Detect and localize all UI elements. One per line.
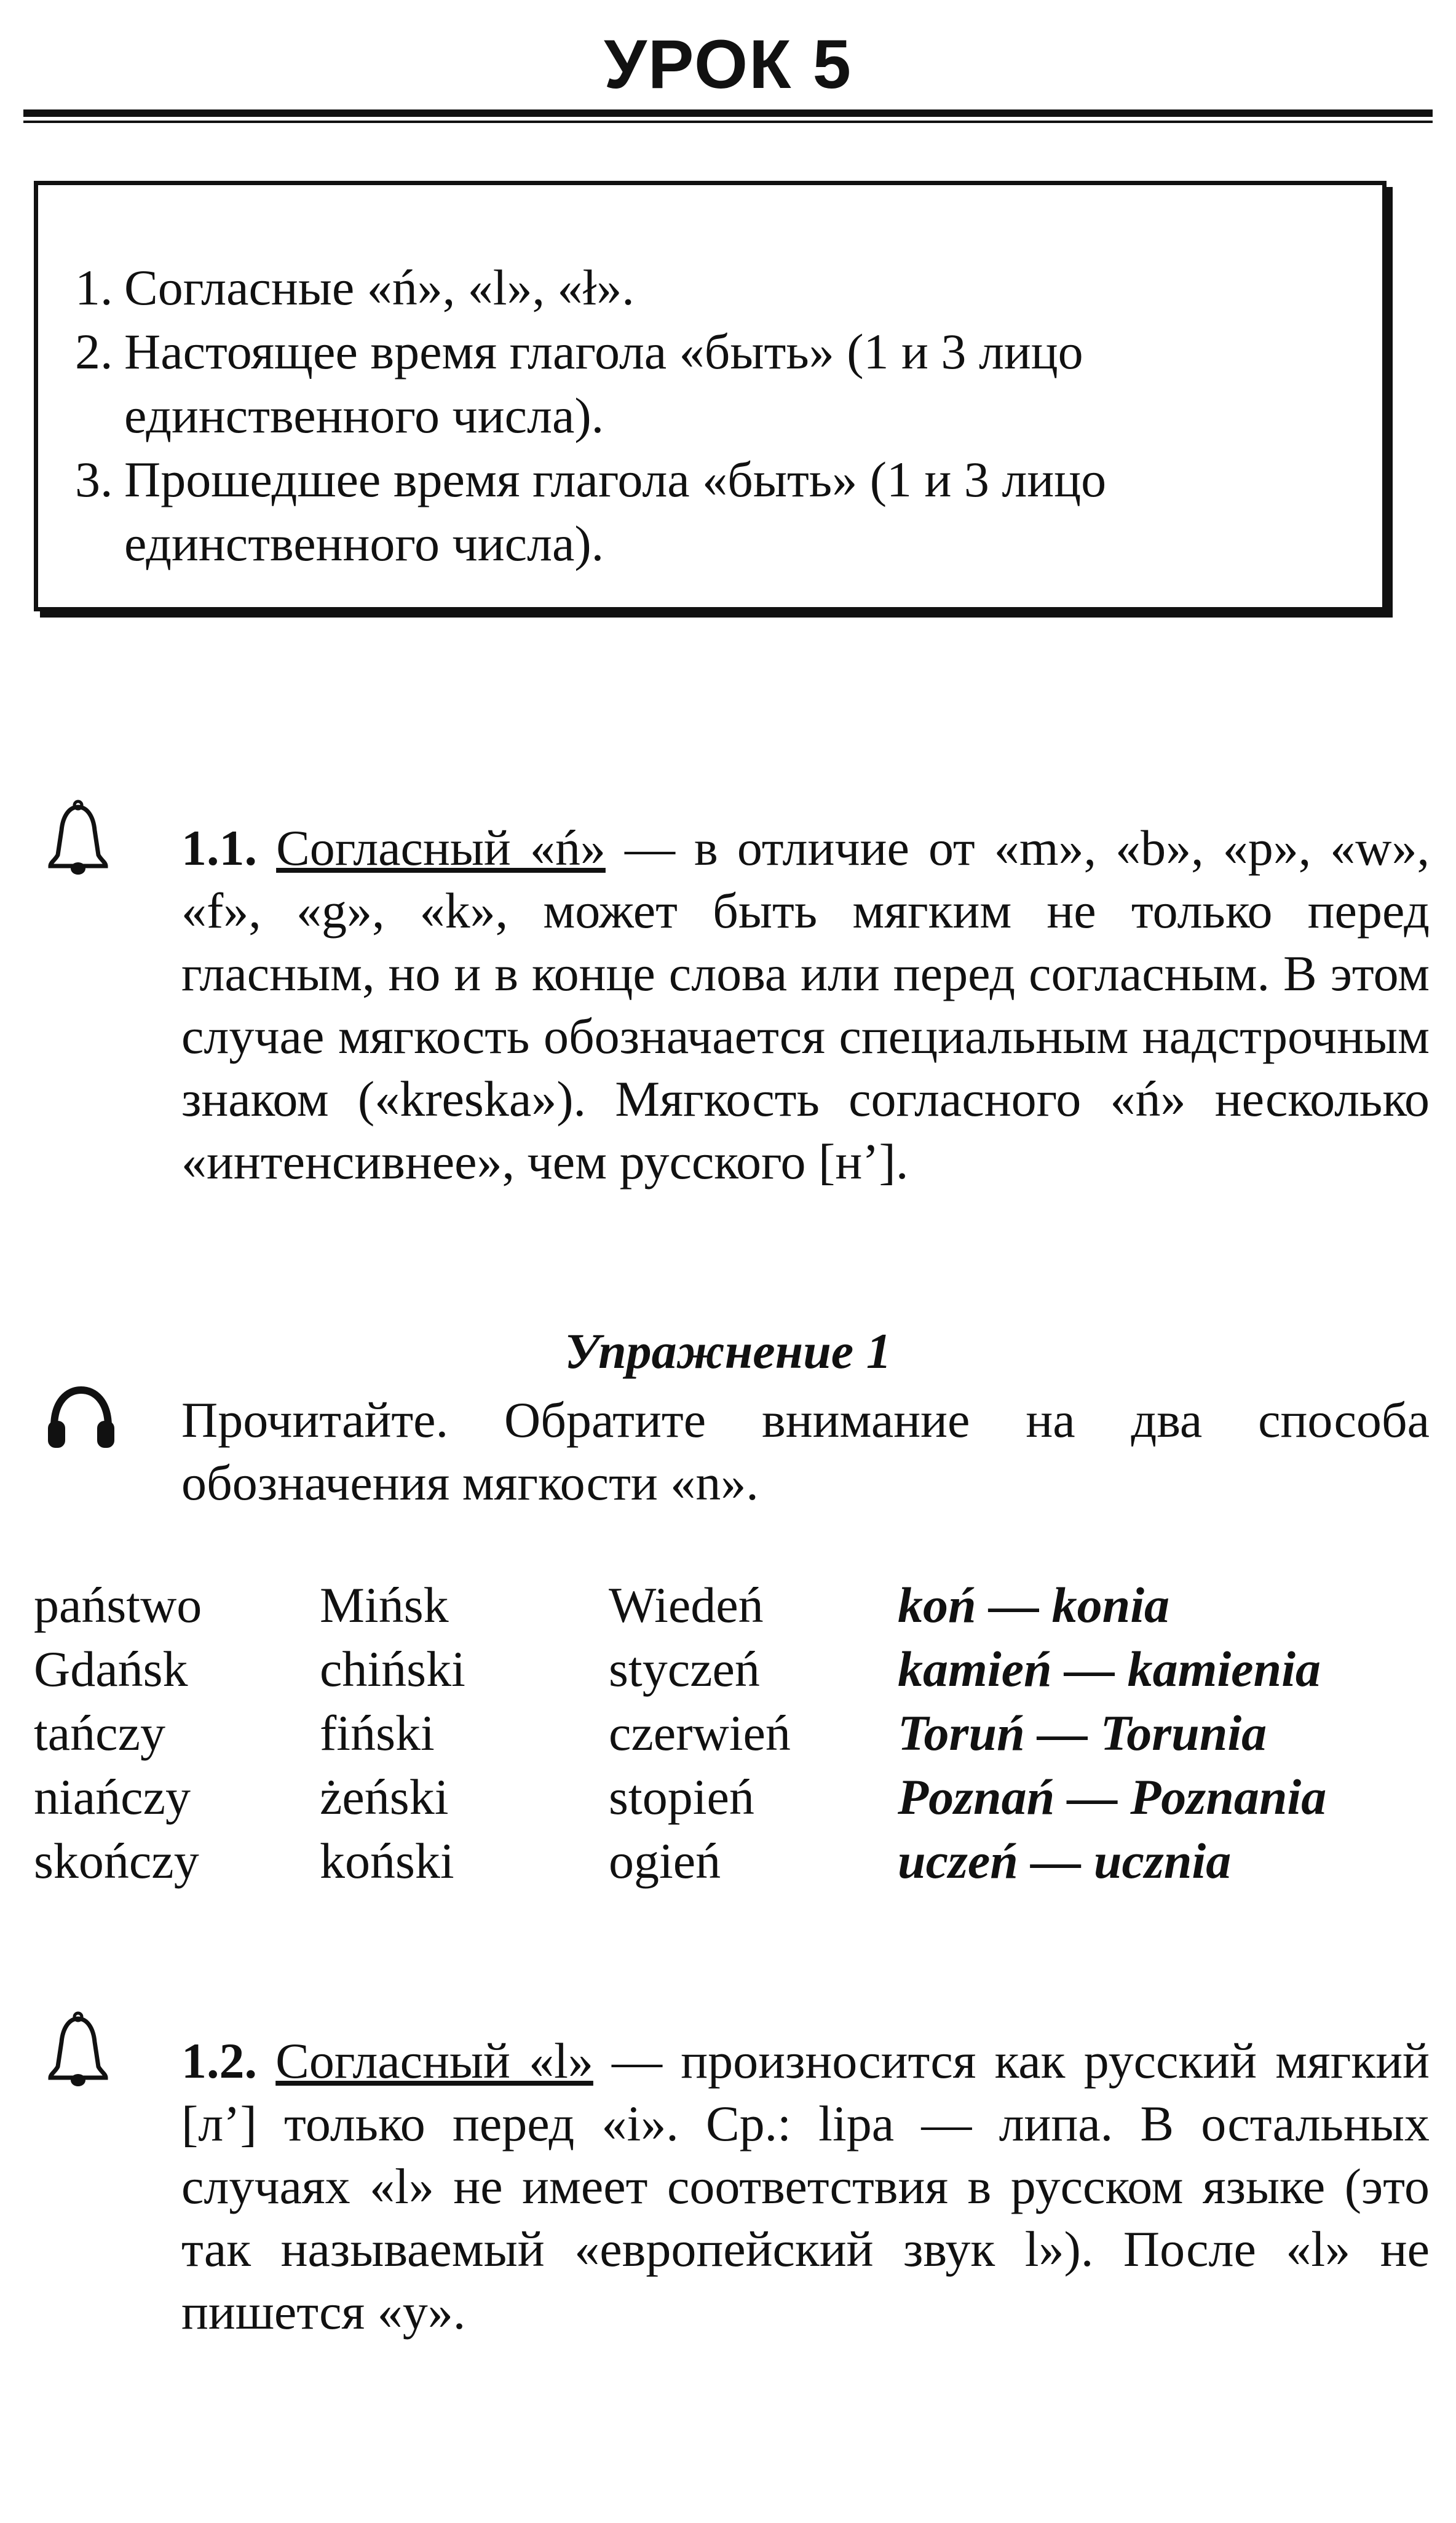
- word: Wiedeń: [609, 1577, 764, 1633]
- word: państwo: [34, 1577, 202, 1633]
- topic-number: 1.: [75, 260, 113, 316]
- topic-item: [75, 448, 1342, 576]
- word-pair: kamień — kamienia: [898, 1641, 1321, 1697]
- topic-item: [75, 320, 1342, 448]
- exercise-instruction: Прочитайте. Обратите внимание на два способа обозначения мягкости «n».: [181, 1392, 1430, 1511]
- word-pair: Poznań — Poznania: [898, 1769, 1327, 1825]
- topic-text: Согласные «ń», «l», «ł».: [124, 260, 635, 316]
- topic-text: Прошедшее время глагола «быть» (1 и 3 лицо единственного числа).: [124, 451, 1107, 571]
- section-heading: Согласный «l»: [275, 2033, 593, 2089]
- section-text: — произносится как русский мягкий [л’] только перед «i». Ср.: lipa — липа. В остальных случаях «l» не имеет соответствия в русском языке (это так называемый «европейский звук l»). После «l» не пишется «y».: [181, 2033, 1430, 2340]
- word-pair: koń — konia: [898, 1577, 1169, 1633]
- word-column-2: [320, 1573, 465, 1893]
- word-column-4: [898, 1573, 1326, 1893]
- word-column-1: [34, 1573, 202, 1893]
- page-title: УРОК 5: [604, 26, 852, 103]
- headphones-icon: [44, 1384, 118, 1452]
- word: czerwień: [609, 1705, 791, 1761]
- section-1-2: [181, 2030, 1430, 2343]
- word: koński: [320, 1833, 454, 1889]
- section-1-1: [181, 817, 1430, 1193]
- topic-number: 2.: [75, 324, 113, 379]
- title-rule-thin: [23, 121, 1433, 123]
- topic-text: Настоящее время глагола «быть» (1 и 3 лицо единственного числа).: [124, 324, 1083, 443]
- topic-item: [75, 256, 1342, 320]
- word-pair: Toruń — Torunia: [898, 1705, 1267, 1761]
- word: Gdańsk: [34, 1641, 188, 1697]
- word-column-3: [609, 1573, 791, 1893]
- word-pair: uczeń — ucznia: [898, 1833, 1232, 1889]
- word: tańczy: [34, 1705, 165, 1761]
- lesson-topics-box: [34, 181, 1387, 611]
- title-rule-thick: [23, 109, 1433, 117]
- section-text: — в отличие от «m», «b», «p», «w», «f», «g», «k», может быть мягким не только перед гласным, но и в конце слова или перед согласным. В этом случае мягкость обозначается специальным надстрочным знаком («kreska»). Мягкость согласного «ń» несколько «интенсивнее», чем русского [н’].: [181, 820, 1430, 1190]
- word: styczeń: [609, 1641, 760, 1697]
- bell-icon: [44, 800, 112, 880]
- word: niańczy: [34, 1769, 191, 1825]
- topics-list: [75, 256, 1342, 576]
- section-number: 1.2.: [181, 2033, 257, 2089]
- word: stopień: [609, 1769, 754, 1825]
- word: chiński: [320, 1641, 465, 1697]
- word: skończy: [34, 1833, 199, 1889]
- word: ogień: [609, 1833, 721, 1889]
- section-number: 1.1.: [181, 820, 257, 876]
- exercise-title: Упражнение 1: [564, 1323, 892, 1379]
- word: fiński: [320, 1705, 435, 1761]
- topic-number: 3.: [75, 451, 113, 507]
- word: Mińsk: [320, 1577, 449, 1633]
- word: żeński: [320, 1769, 449, 1825]
- section-heading: Согласный «ń»: [276, 820, 606, 876]
- bell-icon: [44, 2011, 112, 2091]
